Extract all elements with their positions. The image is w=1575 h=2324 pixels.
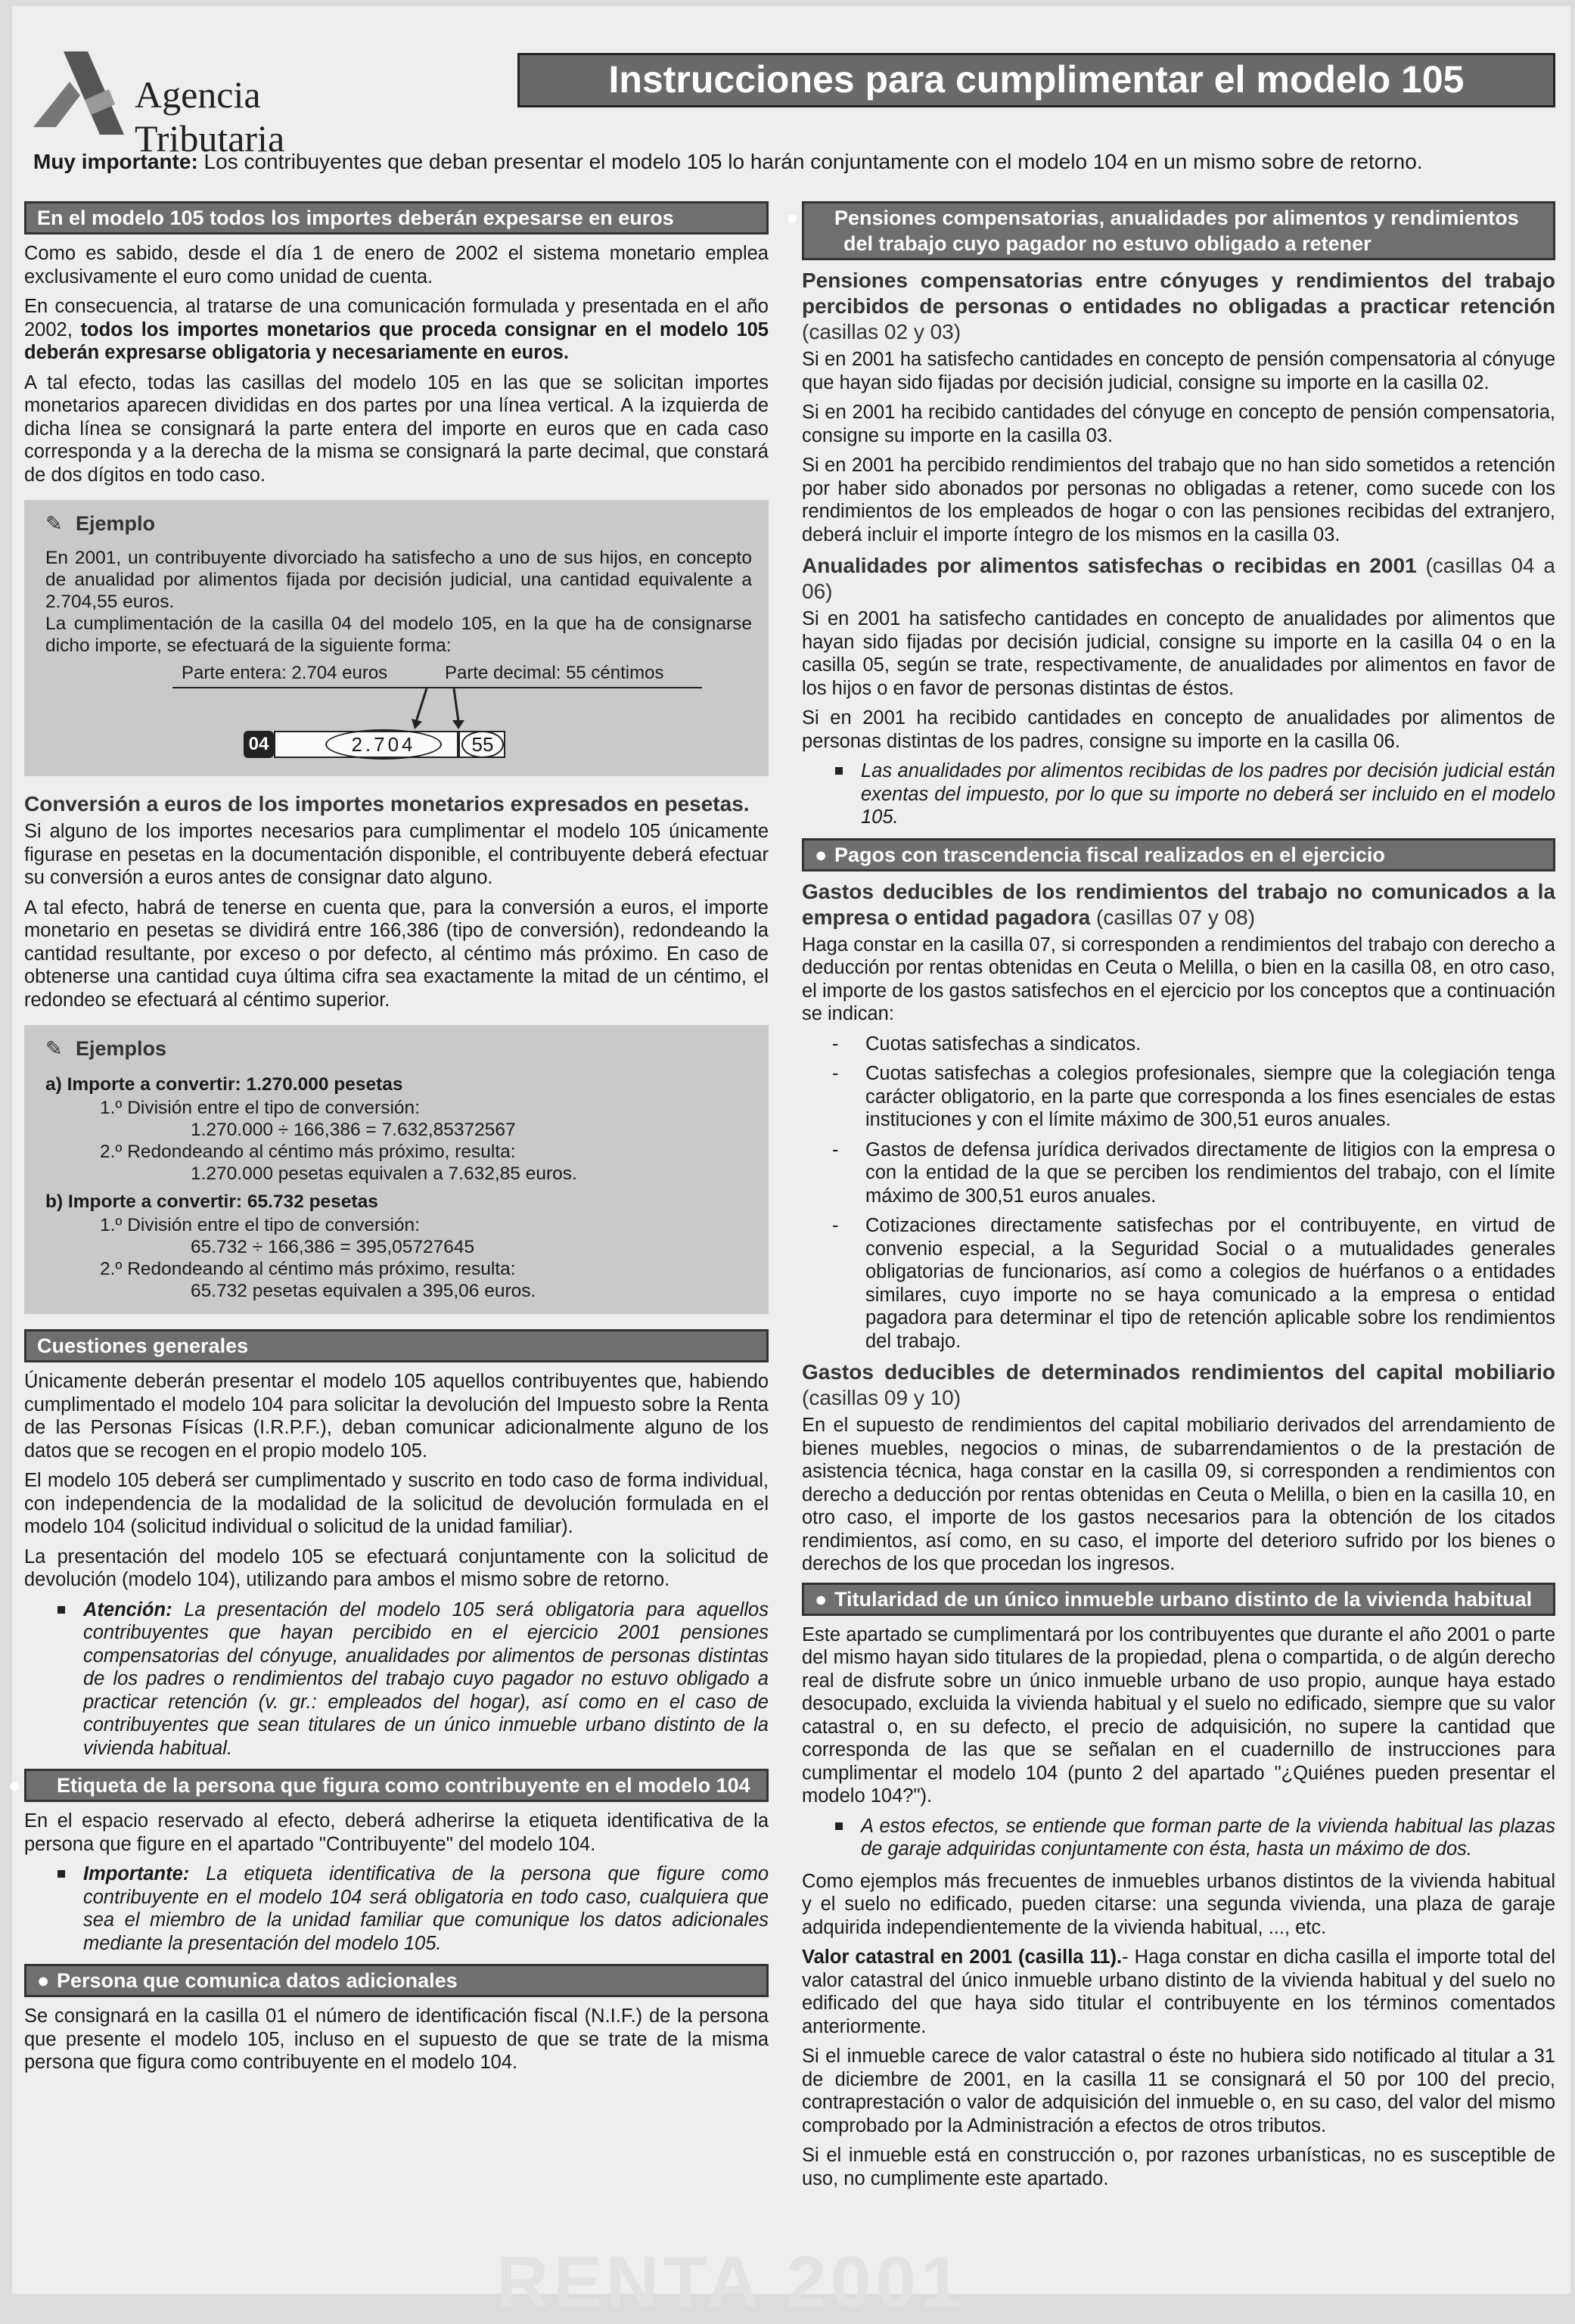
section-pagos-text: Pagos con trascendencia fiscal realizados en el ejercicio [834, 843, 1385, 866]
anualidades-note [802, 760, 1555, 829]
example-box [24, 500, 769, 776]
example-line-1: En 2001, un contribuyente divorciado ha satisfecho a uno de sus hijos, en concepto de anualidad por alimentos fijada por decisión judicial, una cantidad equivalente a 2.704,55 euros. [45, 548, 752, 612]
example-b-step2: 2.º Redondeando al céntimo más próximo, resulta: [100, 1259, 516, 1279]
important-text: Los contribuyentes que deban presentar el modelo 105 lo harán conjuntamente con el modelo 104 en un mismo sobre de retorno. [197, 150, 1423, 173]
example-b-title: b) Importe a convertir: 65.732 pesetas [45, 1192, 378, 1212]
list-item-text: Cuotas satisfechas a sindicatos. [865, 1033, 1142, 1055]
titularidad-p4: Si el inmueble carece de valor catastral o éste no hubiera sido notificado al titular a 31 de diciembre de 2001, en la casilla 11 se consignará el 50 por 100 del precio, contraprestación o valor de adquisición del inmueble o, en su caso, del valor del mismo comprobado por la Administración a efectos de otros tributos. [802, 2046, 1555, 2136]
pensiones-p1: Si en 2001 ha satisfecho cantidades en concepto de pensión compensatoria al cónyuge que hayan sido fijadas por decisión judicial, consigne su importe en la casilla 02. [802, 349, 1555, 393]
euros-p3: A tal efecto, todas las casillas del modelo 105 en las que se solicitan importes monetarios aparecen divididas en dos partes por una línea vertical. A la izquierda de dicha línea se consignará la parte entera del importe en euros que en cada caso corresponda y a la derecha de la misma se consignará la parte decimal, que constará de dos dígitos en todo caso. [24, 371, 769, 486]
gastos-trabajo-casillas: (casillas 07 y 08) [1090, 905, 1256, 929]
etiqueta-p1: En el espacio reservado al efecto, deberá adherirse la etiqueta identificativa de la persona que figure en el apartado "Contribuyente" del modelo 104. [24, 1810, 769, 1855]
titularidad-p1: Este apartado se cumplimentará por los contribuyentes que durante el año 2001 o parte del mismo hayan sido titulares de la propiedad, plena o compartida, o de algún derecho real de disfrute sobre un único inmueble urbano de uso propio, aunque haya estado desocupado, excluida la vivienda habitual y el suelo no edificado, siempre que su valor catastral o, en su defecto, el precio de adquisición, no supere la cantidad que corresponda de las que se señalan en el cuadernillo de instrucciones para cumplimentar el modelo 104 (punto 2 del apartado "¿Quiénes pueden presentar el modelo 104?"). [802, 1623, 1555, 1807]
bullet-icon: ● [786, 207, 799, 229]
section-cuestiones-title: Cuestiones generales [24, 1329, 769, 1362]
casilla-int-value: 2.704 [325, 729, 442, 760]
casilla-dec-value: 55 [461, 731, 504, 758]
renta-watermark: RENTA 2001 [496, 2242, 966, 2322]
pencil-icon: ✎ [45, 1037, 63, 1060]
importante-label: Importante: [83, 1863, 190, 1884]
section-etiqueta-title [8, 1769, 769, 1802]
parte-decimal-label: Parte decimal: 55 céntimos [445, 663, 664, 683]
gastos-list [802, 1033, 1555, 1353]
conversion-title: Conversión a euros de los importes monetarios expresados en pesetas. [24, 792, 750, 816]
examples-box [24, 1025, 769, 1314]
important-label: Muy importante: [33, 150, 198, 173]
example-title [45, 511, 752, 536]
list-item: - Gastos de defensa jurídica derivados directamente de litigios con la empresa o con la entidad de la que se perciben los rendimientos del trabajo, con el límite máximo de 300,51 euros anuales. [832, 1139, 1555, 1207]
pensiones-heading-1 [802, 268, 1555, 345]
example-a-step1-value: 1.270.000 ÷ 166,386 = 7.632,85372567 [191, 1120, 516, 1140]
bullet-icon: ● [815, 843, 828, 866]
atencion-label: Atención: [83, 1599, 172, 1620]
pensiones-p3: Si en 2001 ha percibido rendimientos del trabajo que no han sido sometidos a retención por haber sido abonados por personas no obligadas a retener, como sucede con los rendimientos de los empleados de hogar o con las pensiones recibidas del extranjero, deberá incluir el importe íntegro de los mismos en la casilla 03. [802, 455, 1555, 545]
euros-p2-a: En consecuencia, al tratarse de una comunicación formulada y presentada en el año 2002, [24, 296, 769, 340]
atencion-note [24, 1599, 769, 1760]
importante-text: La etiqueta identificativa de la persona que figure como contribuyente en el modelo 104 será obligatoria en todo caso, cualquiera que sea el miembro de la unidad familiar que comunique los datos adicionales mediante la presentación del modelo 105. [83, 1863, 769, 1954]
pensiones-p2: Si en 2001 ha recibido cantidades del cónyuge en concepto de pensión compensatoria, consigne su importe en la casilla 03. [802, 402, 1555, 446]
example-a-step1: 1.º División entre el tipo de conversión: [100, 1098, 420, 1118]
section-etiqueta-text: Etiqueta de la persona que figura como contribuyente en el modelo 104 [57, 1774, 750, 1797]
conversion-p2: A tal efecto, habrá de tenerse en cuenta que, para la conversión a euros, el importe monetario en pesetas se dividirá entre 166,386 (tipo de conversión), redondeando la cantidad resultante, por exceso o por defecto, al céntimo más próximo. En caso de obtenerse una cantidad cuya última cifra sea exactamente la mitad de un céntimo, el redondeo se efectuará al céntimo superior. [24, 896, 769, 1011]
section-pagos-title [802, 838, 1555, 872]
arrows-icon [393, 687, 484, 729]
casilla-number: 04 [244, 731, 274, 758]
gastos-trabajo-heading-text: Gastos deducibles de los rendimientos del trabajo no comunicados a la empresa o entidad pagadora [802, 879, 1555, 929]
section-euros-title: En el modelo 105 todos los importes deberán expesarse en euros [24, 201, 769, 235]
bullet-square-icon [57, 1606, 65, 1614]
bullet-icon: ● [815, 1587, 828, 1611]
list-item-text: Cotizaciones directamente satisfechas por el contribuyente, en virtud de convenio especial, a la Seguridad Social o a mutualidades generales obligatorias de funcionarios, así como a colegios de huérfanos o a entidades similares, cuyo importe no se haya comunicado a la empresa o entidad pagadora para determinar el tipo de retención aplicable sobre los rendimientos del trabajo. [865, 1215, 1555, 1352]
valor-catastral-text: - Haga constar en dicha casilla el importe total del valor catastral del único inmueble urbano distinto de la vivienda habitual y del suelo no edificado del que haya sido titular el contribuyente en los términos comentados anteriormente. [802, 1947, 1555, 2037]
section-pensiones-text: Pensiones compensatorias, anualidades por alimentos y rendimientos del trabajo cuyo pagador no estuvo obligado a retener [834, 207, 1519, 255]
list-item: - Cuotas satisfechas a sindicatos. [832, 1033, 1142, 1055]
example-a-step2-value: 1.270.000 pesetas equivalen a 7.632,85 euros. [191, 1164, 577, 1184]
examples-title [45, 1036, 752, 1061]
euros-p2-b: todos los importes monetarios que proceda consignar en el modelo 105 deberán expresarse obligatoria y necesariamente en euros. [24, 318, 769, 363]
euros-p2 [24, 295, 769, 365]
importante-note [24, 1863, 769, 1955]
titularidad-p5: Si el inmueble está en construcción o, por razones urbanísticas, no es susceptible de uso, no cumplimente este apartado. [802, 2145, 1555, 2189]
parte-entera-label: Parte entera: 2.704 euros [182, 663, 388, 683]
list-item: - Cotizaciones directamente satisfechas por el contribuyente, en virtud de convenio especial, a la Seguridad Social o a mutualidades generales obligatorias de funcionarios, así como a colegios de huérfanos o a entidades similares, cuyo importe no se haya comunicado a la empresa o entidad pagadora para determinar el tipo de retención aplicable sobre los rendimientos del trabajo. [832, 1215, 1555, 1352]
anualidades-p2: Si en 2001 ha recibido cantidades en concepto de anualidades por alimentos de personas distintas de los padres, consigne su importe en la casilla 06. [802, 707, 1555, 752]
anualidades-heading [802, 553, 1555, 604]
page-title: Instrucciones para cumplimentar el modelo 105 [517, 53, 1555, 107]
list-item: - Cuotas satisfechas a colegios profesionales, siempre que la colegiación tenga carácter obligatorio, en la parte que corresponda a los fines esenciales de estas instituciones y con el límite máximo de 300,51 euros anuales. [832, 1063, 1555, 1130]
anualidades-p1: Si en 2001 ha satisfecho cantidades en concepto de anualidades por alimentos que hayan sido fijadas por decisión judicial, consigne su importe en la casilla 04 o en la casilla 05, según se trate, respectivamente, de anualidades por alimentos en favor de los hijos o en favor de personas distintas de éstos. [802, 608, 1555, 699]
persona-p1: Se consignará en la casilla 01 el número de identificación fiscal (N.I.F.) de la persona que presente el modelo 105, incluso en el supuesto de que se trate de la misma persona que figura como contribuyente en el modelo 104. [24, 2006, 769, 2073]
gastos-capital-p1: En el supuesto de rendimientos del capital mobiliario derivados del arrendamiento de bienes muebles, negocios o minas, de subarrendamientos o de la prestación de asistencia técnica, haga constar en la casilla 09, si corresponden a rendimientos con derecho a deducción por rentas obtenidas en Ceuta o Melilla, o bien en la casilla 10, en otro caso, el importe de los gastos necesarios para la obtención de los citados rendimientos, así como, en su caso, el importe del deterioro sufrido por los bienes o derechos de los que procedan los ingresos. [802, 1415, 1555, 1574]
examples-title-text: Ejemplos [76, 1037, 167, 1060]
euros-p1: Como es sabido, desde el día 1 de enero de 2002 el sistema monetario emplea exclusivamente el euro como unidad de cuenta. [24, 243, 769, 287]
agency-logo [33, 51, 412, 160]
list-item-text: Gastos de defensa jurídica derivados directamente de litigios con la empresa o con la entidad de la que se perciben los rendimientos del trabajo, con el límite máximo de 300,51 euros anuales. [865, 1139, 1555, 1207]
anualidades-note-text: Las anualidades por alimentos recibidas de los padres por decisión judicial están exentas del impuesto, por lo que su importe no deberá ser incluido en el modelo 105. [861, 760, 1555, 828]
example-b-step1: 1.º División entre el tipo de conversión: [100, 1215, 420, 1235]
important-notice [33, 147, 1554, 177]
bullet-square-icon [835, 767, 843, 775]
example-a-step2: 2.º Redondeando al céntimo más próximo, resulta: [100, 1142, 516, 1162]
garaje-note [802, 1815, 1555, 1861]
gastos-trabajo-heading [802, 879, 1555, 931]
pensiones-heading-1-text: Pensiones compensatorias entre cónyuges y rendimientos del trabajo percibidos de personas o entidades no obligadas a practicar retención [802, 269, 1555, 318]
atencion-text: La presentación del modelo 105 será obligatoria para aquellos contribuyentes que hayan percibido en el ejercicio 2001 pensiones compensatorias del cónyuge, anualidades por alimentos de personas distintas de los padres o rendimientos del trabajo cuyo pagador no estuvo obligado a practicar retención (v. gr.: empleados del hogar), así como en el caso de contribuyentes que sean titulares de un único inmueble urbano distinto de la vivienda habitual. [83, 1599, 769, 1759]
section-titularidad-text: Titularidad de un único inmueble urbano distinto de la vivienda habitual [834, 1587, 1533, 1611]
gastos-trabajo-p1: Haga constar en la casilla 07, si corresponden a rendimientos del trabajo con derecho a deducción por rentas obtenidas en Ceuta o Melilla, o bien en la casilla 08, en otro caso, el importe de los gastos satisfechos en el ejercicio por los conceptos que a continuación se indican: [802, 934, 1555, 1024]
section-persona-title [24, 1964, 769, 1997]
bullet-square-icon [57, 1870, 65, 1878]
anualidades-heading-casillas: (casillas 04 a 06) [802, 554, 1555, 603]
section-persona-text: Persona que comunica datos adicionales [57, 1969, 458, 1992]
page [8, 6, 1570, 2322]
gastos-capital-heading [802, 1359, 1555, 1411]
bullet-square-icon [835, 1822, 843, 1830]
example-title-text: Ejemplo [76, 512, 156, 535]
example-line-2: La cumplimentación de la casilla 04 del modelo 105, en la que ha de consignarse dicho importe, se efectuará de la siguiente forma: [45, 614, 752, 656]
garaje-note-text: A estos efectos, se entiende que forman parte de la vivienda habitual las plazas de garaje adquiridas conjuntamente con ésta, hasta un máximo de dos. [861, 1815, 1555, 1860]
agency-logo-text: Agencia Tributaria [135, 73, 285, 160]
titularidad-p2: Como ejemplos más frecuentes de inmuebles urbanos distintos de la vivienda habitual y el suelo no edificado, pueden citarse: una segunda vivienda, una plaza de garaje adquirida independientemente de la vivienda habitual, ..., etc. [802, 1870, 1555, 1938]
gastos-capital-casillas: (casillas 09 y 10) [802, 1386, 961, 1409]
example-a-title: a) Importe a convertir: 1.270.000 pesetas [45, 1074, 403, 1095]
example-b-step1-value: 65.732 ÷ 166,386 = 395,05727645 [191, 1237, 475, 1257]
titularidad-p3 [802, 1946, 1555, 2038]
example-b-step2-value: 65.732 pesetas equivalen a 395,06 euros. [191, 1281, 536, 1301]
agency-logo-icon [33, 51, 124, 135]
bullet-icon: ● [37, 1969, 50, 1992]
conversion-p1: Si alguno de los importes necesarios para cumplimentar el modelo 105 únicamente figurase en pesetas en la documentación disponible, el contribuyente deberá efectuar su conversión a euros antes de consignar dato alguno. [24, 821, 769, 888]
list-item-text: Cuotas satisfechas a colegios profesionales, siempre que la colegiación tenga carácter obligatorio, en la parte que corresponda a los fines esenciales de estas instituciones y con el límite máximo de 300,51 euros anuales. [865, 1063, 1555, 1130]
cuestiones-p3: La presentación del modelo 105 se efectuará conjuntamente con la solicitud de devolución (modelo 104), utilizando para ambos el mismo sobre de retorno. [24, 1546, 769, 1590]
left-column [8, 201, 769, 2081]
pencil-icon: ✎ [45, 512, 63, 535]
anualidades-heading-text: Anualidades por alimentos satisfechas o recibidas en 2001 [802, 554, 1417, 577]
cuestiones-p1: Únicamente deberán presentar el modelo 105 aquellos contribuyentes que, habiendo cumplimentado el modelo 104 para solicitar la devolución del Impuesto sobre la Renta de las Personas Físicas (I.R.P.F.), deban comunicar adicionalmente alguno de los datos que se recogen en el propio modelo 105. [24, 1371, 769, 1462]
casilla-demo [45, 657, 752, 764]
section-pensiones-title [786, 201, 1555, 260]
gastos-capital-heading-text: Gastos deducibles de determinados rendimientos del capital mobiliario [802, 1360, 1555, 1384]
pensiones-heading-1-casillas: (casillas 02 y 03) [802, 320, 961, 343]
section-titularidad-title [802, 1583, 1555, 1616]
cuestiones-p2: El modelo 105 deberá ser cumplimentado y suscrito en todo caso de forma individual, con independencia de la modalidad de la solicitud de devolución formulada en el modelo 104 (solicitud individual o solicitud de la unidad familiar). [24, 1470, 769, 1537]
valor-catastral-label: Valor catastral en 2001 (casilla 11). [802, 1947, 1123, 1968]
bullet-icon: ● [8, 1774, 21, 1797]
right-column [786, 201, 1555, 2197]
